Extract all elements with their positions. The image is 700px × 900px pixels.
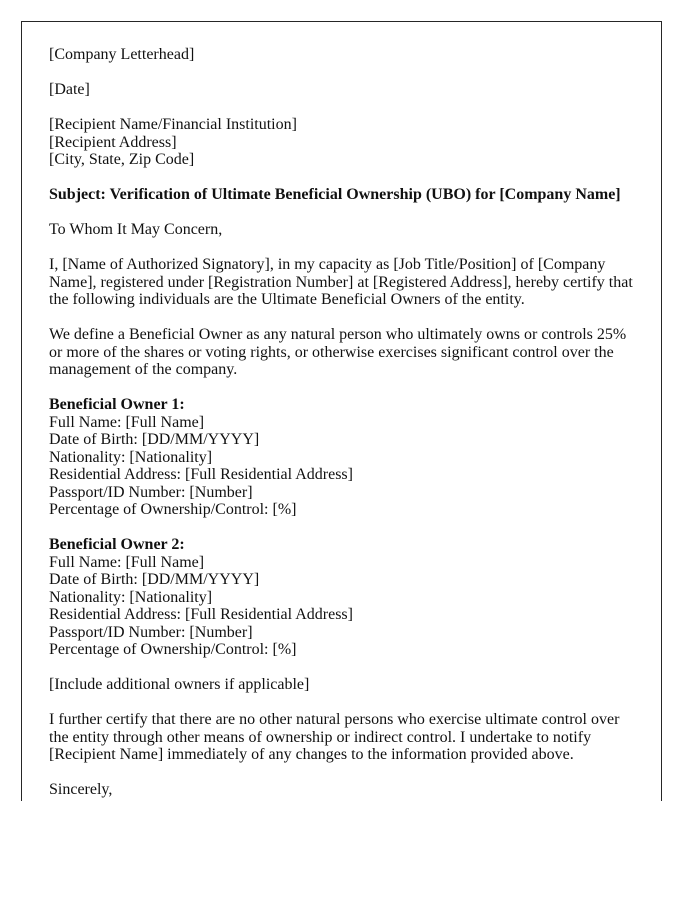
closing-line: Sincerely, xyxy=(49,781,113,798)
beneficial-owner-1-section xyxy=(49,396,655,519)
additional-owners-note: [Include additional owners if applicable] xyxy=(49,676,310,693)
definition-paragraph-line: management of the company. xyxy=(49,361,238,378)
owner1-ownership-percentage: Percentage of Ownership/Control: [%] xyxy=(49,501,297,518)
certify-paragraph xyxy=(49,711,655,764)
owner2-passport-id-number: Passport/ID Number: [Number] xyxy=(49,623,253,641)
recipient-block xyxy=(49,116,655,169)
owner1-passport-id-number: Passport/ID Number: [Number] xyxy=(49,483,253,501)
owner2-residential-address: Residential Address: [Full Residential Address] xyxy=(49,606,353,623)
intro-paragraph xyxy=(49,256,655,309)
beneficial-owner-2-heading: Beneficial Owner 2: xyxy=(49,536,185,553)
definition-paragraph-line: We define a Beneficial Owner as any natural person who ultimately owns or controls 25% xyxy=(49,326,627,343)
letter-frame xyxy=(21,21,662,801)
intro-paragraph-line: I, [Name of Authorized Signatory], in my capacity as [Job Title/Position] of [Company xyxy=(49,256,606,273)
certify-paragraph-line: [Recipient Name] immediately of any changes to the information provided above. xyxy=(49,746,574,763)
salutation-block xyxy=(49,221,655,239)
beneficial-owner-1-heading: Beneficial Owner 1: xyxy=(49,396,185,413)
definition-paragraph xyxy=(49,326,655,379)
salutation: To Whom It May Concern, xyxy=(49,221,223,238)
date-block xyxy=(49,81,655,99)
recipient-city-state-zip: [City, State, Zip Code] xyxy=(49,151,195,168)
owner1-full-name: Full Name: [Full Name] xyxy=(49,413,205,431)
recipient-name: [Recipient Name/Financial Institution] xyxy=(49,116,297,133)
beneficial-owner-2-section xyxy=(49,536,655,659)
owner2-nationality: Nationality: [Nationality] xyxy=(49,588,213,606)
certify-paragraph-line: the entity through other means of ownership or indirect control. I undertake to notify xyxy=(49,728,592,746)
subject-block xyxy=(49,186,655,204)
owner2-date-of-birth: Date of Birth: [DD/MM/YYYY] xyxy=(49,571,260,588)
additional-owners-note-block xyxy=(49,676,655,694)
owner2-full-name: Full Name: [Full Name] xyxy=(49,553,205,571)
definition-paragraph-line: or more of the shares or voting rights, or otherwise exercises significant control over the xyxy=(49,343,614,361)
date-line: [Date] xyxy=(49,81,90,98)
closing-block xyxy=(49,781,655,799)
recipient-address: [Recipient Address] xyxy=(49,133,177,151)
certify-paragraph-line: I further certify that there are no other natural persons who exercise ultimate control over xyxy=(49,711,620,728)
intro-paragraph-line: the following individuals are the Ultimate Beneficial Owners of the entity. xyxy=(49,291,525,308)
owner1-date-of-birth: Date of Birth: [DD/MM/YYYY] xyxy=(49,431,260,448)
letterhead-block xyxy=(49,46,655,64)
subject-line: Subject: Verification of Ultimate Beneficial Ownership (UBO) for [Company Name] xyxy=(49,186,621,203)
company-letterhead: [Company Letterhead] xyxy=(49,46,195,63)
owner1-nationality: Nationality: [Nationality] xyxy=(49,448,213,466)
intro-paragraph-line: Name], registered under [Registration Number] at [Registered Address], hereby certify that xyxy=(49,273,633,291)
owner2-ownership-percentage: Percentage of Ownership/Control: [%] xyxy=(49,641,297,658)
owner1-residential-address: Residential Address: [Full Residential Address] xyxy=(49,466,353,483)
